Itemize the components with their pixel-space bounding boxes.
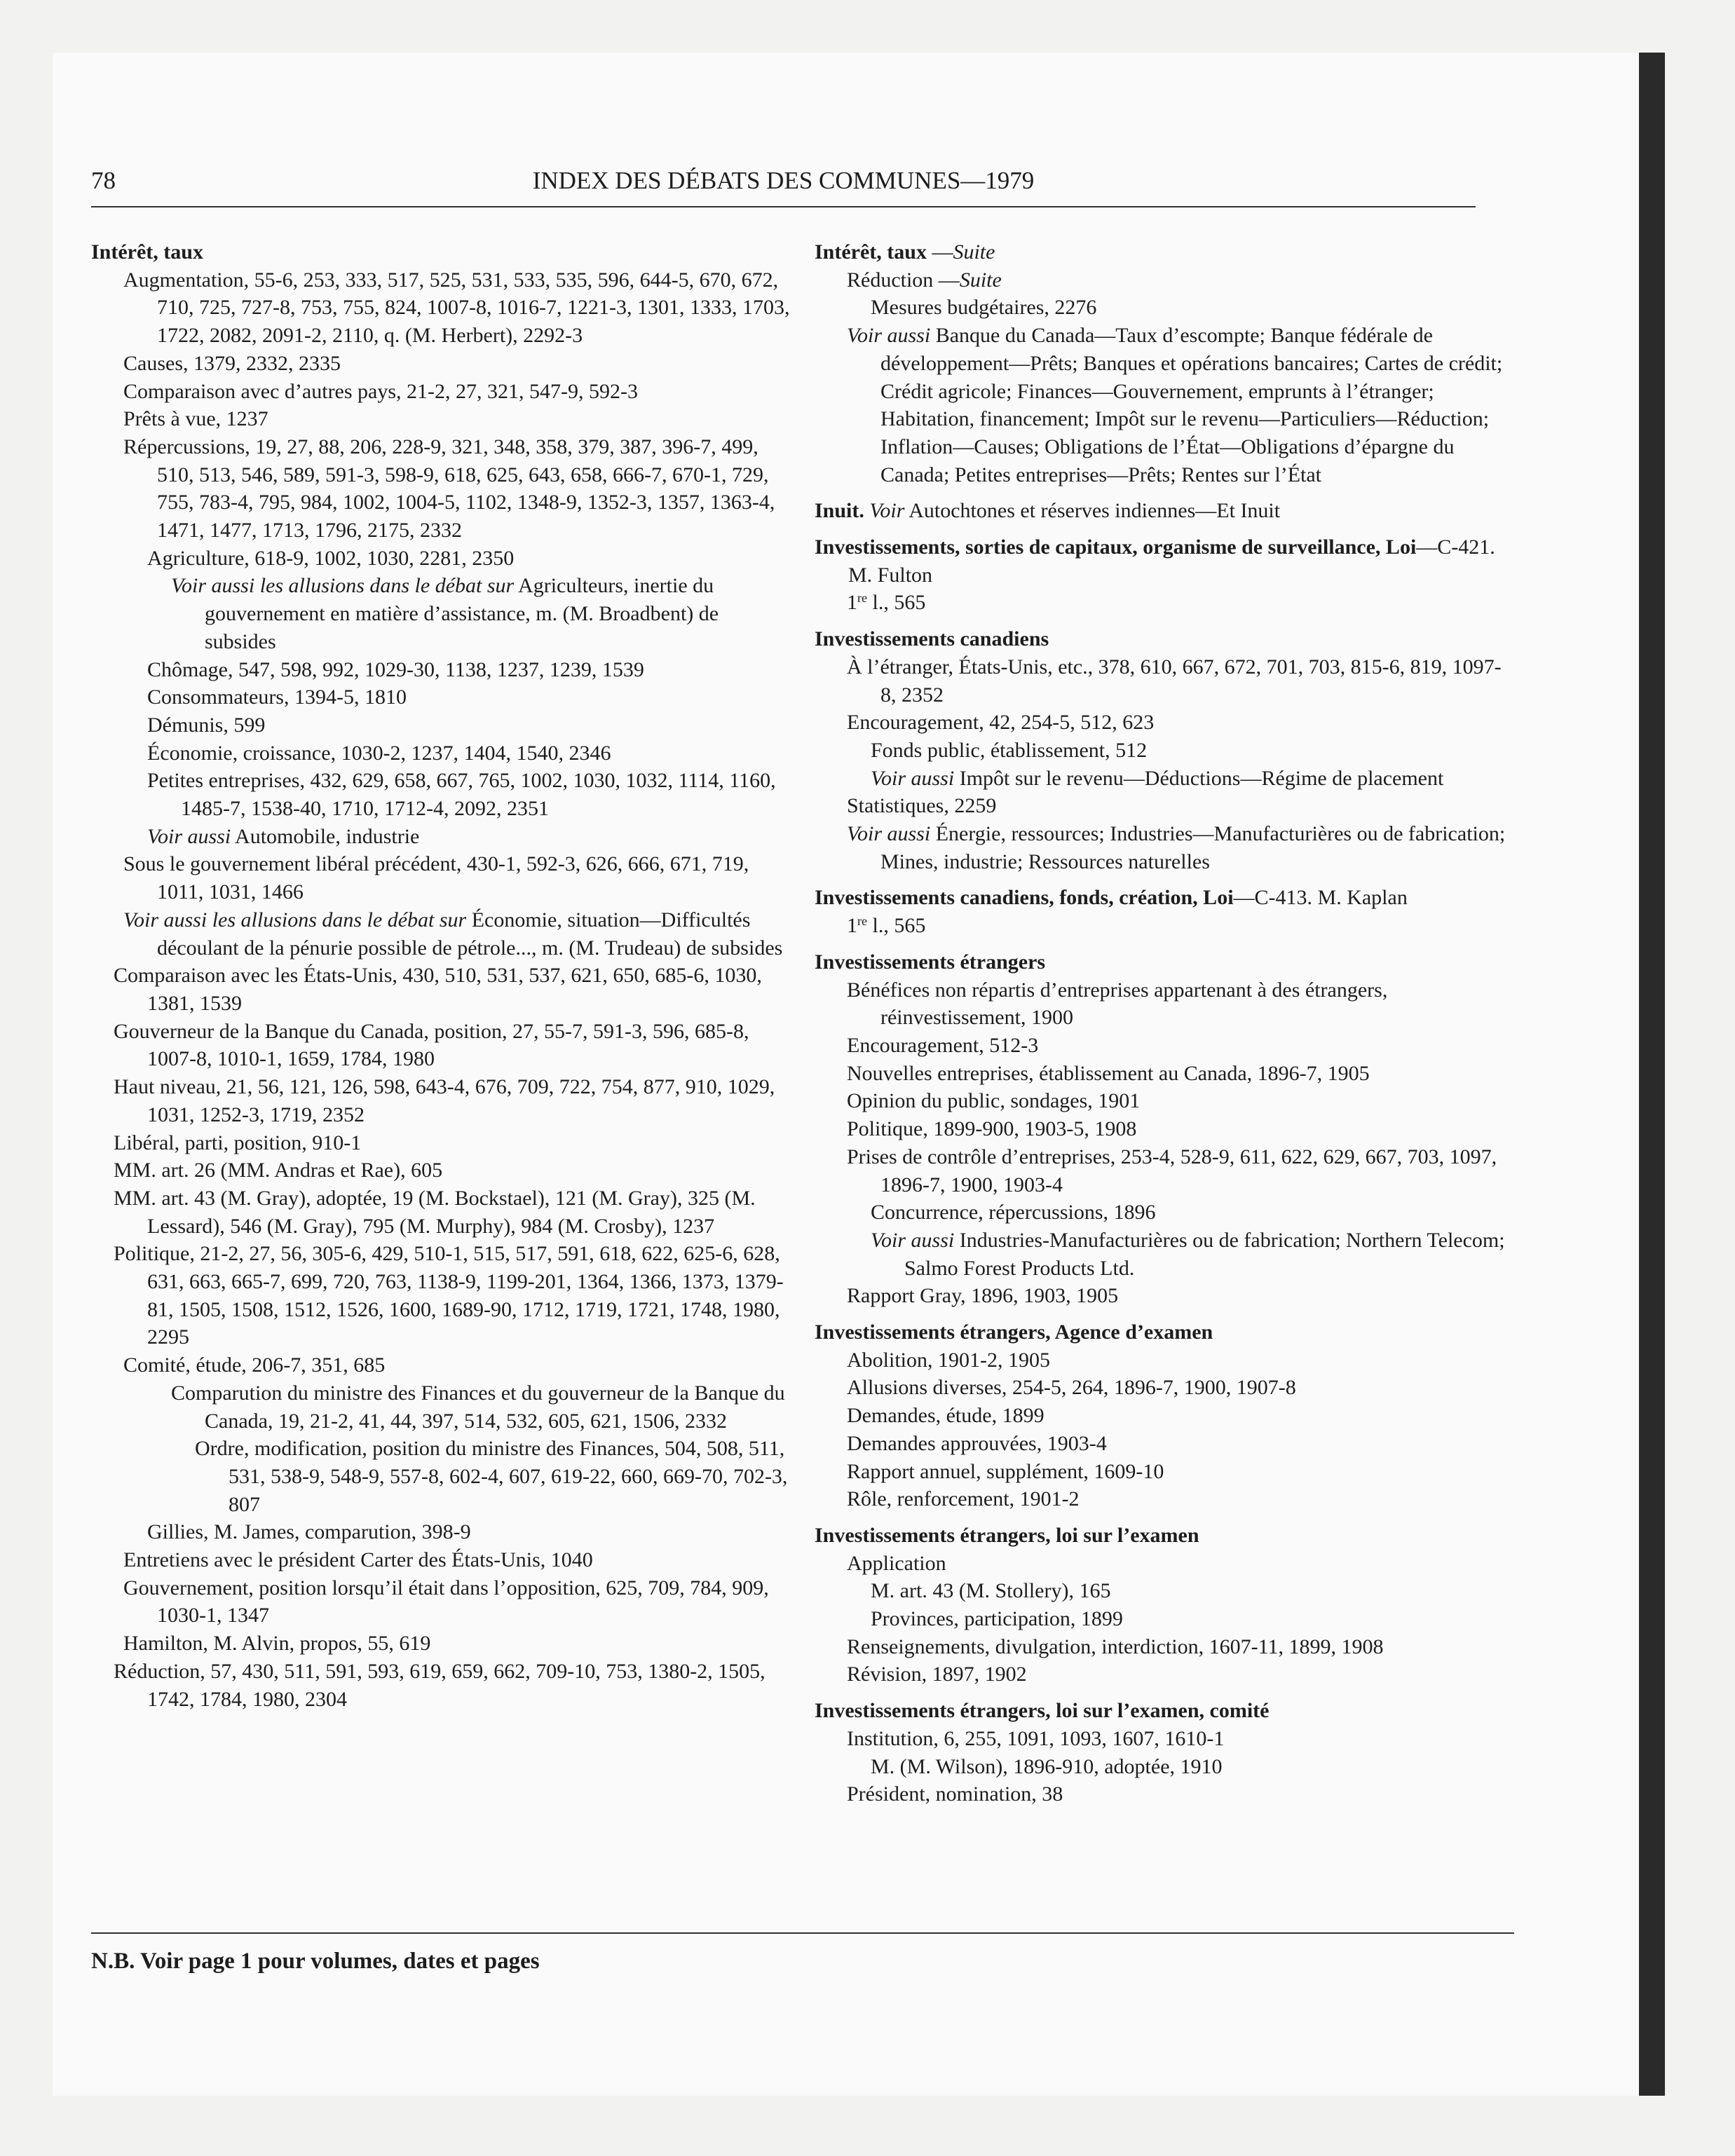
index-entry: Petites entreprises, 432, 629, 658, 667, 765, 1002, 1030, 1032, 1114, 1160, 1485-7, 1538-40, 1710, 1712-4, 2092, 2351 xyxy=(147,769,776,821)
index-entry: Sous le gouvernement libéral précédent, 430-1, 592-3, 626, 666, 671, 719, 1011, 1031, 1466 xyxy=(123,852,749,904)
index-entry: M. (M. Wilson), 1896-910, adoptée, 1910 xyxy=(871,1754,1223,1778)
index-entry: À l’étranger, États-Unis, etc., 378, 610, 667, 672, 701, 703, 815-6, 819, 1097-8, 2352 xyxy=(847,655,1502,707)
index-entry: MM. art. 43 (M. Gray), adoptée, 19 (M. Bockstael), 121 (M. Gray), 325 (M. Lessard), 546 (M. Gray), 795 (M. Murphy), 984 (M. Crosby), 1237 xyxy=(114,1186,756,1238)
cross-reference xyxy=(91,823,792,851)
index-heading: Investissements étrangers xyxy=(815,950,1046,974)
index-entry: Président, nomination, 38 xyxy=(847,1782,1063,1806)
index-entry: Encouragement, 512-3 xyxy=(847,1033,1039,1057)
index-entry: Économie, croissance, 1030-2, 1237, 1404, 1540, 2346 xyxy=(147,741,611,765)
index-entry: Ordre, modification, position du ministre des Finances, 504, 508, 511, 531, 538-9, 548-9, 557-8, 602-4, 607, 619-22, 660, 669-70, 702-3, 807 xyxy=(195,1437,788,1516)
cross-reference-text: Banque du Canada—Taux d’escompte; Banque fédérale de développement—Prêts; Banques et opérations bancaires; Cartes de crédit; Crédit agricole; Finances—Gouvernement, emprunts à l’étranger; Habitation, financement; Impôt sur le revenu—Particuliers—Réduction; Inflation—Causes; Obligations de l’État—Obligations d’épargne du Canada; Petites entreprises—Prêts; Rentes sur l’État xyxy=(880,324,1503,486)
index-entry: Comparution du ministre des Finances et du gouverneur de la Banque du Canada, 19, 21-2, 41, 44, 397, 514, 532, 605, 621, 1506, 2332 xyxy=(171,1381,785,1433)
index-heading: Investissements étrangers, loi sur l’examen, comité xyxy=(815,1699,1270,1723)
see-also-label: Voir aussi xyxy=(871,766,955,790)
see-also-label: Voir aussi xyxy=(871,1228,955,1252)
cross-reference xyxy=(815,322,1509,489)
cross-reference-text: Énergie, ressources; Industries—Manufacturières ou de fabrication; Mines, industrie; Ressources naturelles xyxy=(880,822,1506,873)
binding-edge xyxy=(1639,53,1665,2096)
index-entry: Application xyxy=(847,1551,946,1575)
index-entry: Politique, 1899-900, 1903-5, 1908 xyxy=(847,1117,1137,1141)
index-entry: Opinion du public, sondages, 1901 xyxy=(847,1089,1141,1113)
see-also-label: Voir aussi les allusions dans le débat sur xyxy=(123,908,467,932)
cross-reference-text: Agriculteurs, inertie du gouvernement en matière d’assistance, m. (M. Broadbent) de subsides xyxy=(205,574,719,653)
index-entry: Agriculture, 618-9, 1002, 1030, 2281, 2350 xyxy=(147,546,515,570)
index-column-left xyxy=(91,238,792,1713)
cross-reference-text: Industries-Manufacturières ou de fabrication; Northern Telecom; Salmo Forest Products Ltd. xyxy=(904,1228,1505,1280)
index-entry: Démunis, 599 xyxy=(147,713,266,737)
cross-reference xyxy=(91,906,792,962)
cross-reference xyxy=(815,1227,1509,1282)
index-entry: Comparaison avec d’autres pays, 21-2, 27, 321, 547-9, 592-3 xyxy=(123,379,639,403)
cross-reference-text: Impôt sur le revenu—Déductions—Régime de placement xyxy=(954,766,1444,790)
index-heading: Inuit. Voir Autochtones et réserves indiennes—Et Inuit xyxy=(815,499,1281,523)
index-entry: MM. art. 26 (MM. Andras et Rae), 605 xyxy=(114,1159,443,1182)
index-heading: Intérêt, taux —Suite xyxy=(815,240,995,264)
index-entry: Rapport Gray, 1896, 1903, 1905 xyxy=(847,1284,1119,1308)
see-also-label: Voir aussi xyxy=(147,824,231,848)
index-entry: Prises de contrôle d’entreprises, 253-4, 528-9, 611, 622, 629, 667, 703, 1097, 1896-7, 1900, 1903-4 xyxy=(847,1145,1497,1196)
index-entry: Concurrence, répercussions, 1896 xyxy=(871,1201,1156,1224)
see-also-label: Voir aussi xyxy=(847,324,931,348)
cross-reference xyxy=(91,572,792,655)
index-heading: Investissements canadiens xyxy=(815,627,1049,651)
index-entry: Mesures budgétaires, 2276 xyxy=(871,296,1097,320)
index-entry: Politique, 21-2, 27, 56, 305-6, 429, 510-1, 515, 517, 591, 618, 622, 625-6, 628, 631, 663, 665-7, 699, 720, 763, 1138-9, 1199-201, 1364, 1366, 1373, 1379-81, 1505, 1508, 1512, 1526, 1600, 1689-90, 1712, 1719, 1721, 1748, 1980, 2295 xyxy=(114,1242,784,1349)
index-entry: Comité, étude, 206-7, 351, 685 xyxy=(123,1353,386,1377)
index-entry: Demandes approuvées, 1903-4 xyxy=(847,1431,1107,1455)
index-entry: Statistiques, 2259 xyxy=(847,794,997,818)
index-entry: Entretiens avec le président Carter des États-Unis, 1040 xyxy=(123,1548,593,1572)
page-header xyxy=(91,167,1476,207)
index-entry: Révision, 1897, 1902 xyxy=(847,1663,1027,1686)
index-entry: Allusions diverses, 254-5, 264, 1896-7, 1900, 1907-8 xyxy=(847,1376,1296,1400)
index-entry: 1re l., 565 xyxy=(847,591,926,615)
index-entry: Gouvernement, position lorsqu’il était dans l’opposition, 625, 709, 784, 909, 1030-1, 1347 xyxy=(123,1576,769,1628)
index-entry: Répercussions, 19, 27, 88, 206, 228-9, 321, 348, 358, 379, 387, 396-7, 499, 510, 513, 546, 589, 591-3, 598-9, 618, 625, 643, 658, 666-7, 670-1, 729, 755, 783-4, 795, 984, 1002, 1004-5, 1102, 1348-9, 1352-3, 1357, 1363-4, 1471, 1477, 1713, 1796, 2175, 2332 xyxy=(123,435,775,543)
index-entry: Provinces, participation, 1899 xyxy=(871,1607,1123,1631)
index-entry: Encouragement, 42, 254-5, 512, 623 xyxy=(847,711,1155,735)
index-entry: Rôle, renforcement, 1901-2 xyxy=(847,1487,1080,1511)
index-entry: Bénéfices non répartis d’entreprises appartenant à des étrangers, réinvestissement, 1900 xyxy=(847,978,1388,1030)
index-entry: Consommateurs, 1394-5, 1810 xyxy=(147,685,407,709)
index-entry: Hamilton, M. Alvin, propos, 55, 619 xyxy=(123,1632,431,1656)
index-entry: Augmentation, 55-6, 253, 333, 517, 525, 531, 533, 535, 596, 644-5, 670, 672, 710, 725, 727-8, 753, 755, 824, 1007-8, 1016-7, 1221-3, 1301, 1333, 1703, 1722, 2082, 2091-2, 2110, q. (M. Herbert), 2292-3 xyxy=(123,268,790,348)
cross-reference xyxy=(815,820,1509,875)
index-column-right xyxy=(815,238,1509,1808)
cross-reference xyxy=(815,765,1509,793)
index-entry: Libéral, parti, position, 910-1 xyxy=(114,1131,362,1154)
index-entry: Réduction, 57, 430, 511, 591, 593, 619, 659, 662, 709-10, 753, 1380-2, 1505, 1742, 1784, 1980, 2304 xyxy=(114,1659,766,1711)
index-entry: Nouvelles entreprises, établissement au Canada, 1896-7, 1905 xyxy=(847,1061,1370,1085)
see-also-label: Voir aussi xyxy=(847,822,931,846)
index-heading: Intérêt, taux xyxy=(91,240,203,264)
index-entry: Chômage, 547, 598, 992, 1029-30, 1138, 1237, 1239, 1539 xyxy=(147,657,644,681)
cross-reference-text: Économie, situation—Difficultés découlant de la pénurie possible de pétrole..., m. (M. Trudeau) de subsides xyxy=(157,908,783,960)
index-entry: Rapport annuel, supplément, 1609-10 xyxy=(847,1459,1164,1483)
index-entry: M. art. 43 (M. Stollery), 165 xyxy=(871,1579,1111,1603)
index-entry: Abolition, 1901-2, 1905 xyxy=(847,1348,1050,1372)
see-also-label: Voir aussi les allusions dans le débat sur xyxy=(171,574,515,598)
index-entry: Gillies, M. James, comparution, 398-9 xyxy=(147,1520,471,1544)
index-heading: Investissements étrangers, loi sur l’examen xyxy=(815,1523,1199,1547)
index-entry: Réduction —Suite xyxy=(847,268,1002,292)
index-entry: Renseignements, divulgation, interdiction, 1607-11, 1899, 1908 xyxy=(847,1635,1384,1658)
index-entry: Prêts à vue, 1237 xyxy=(123,407,268,431)
index-entry: Fonds public, établissement, 512 xyxy=(871,738,1148,762)
footer-note: N.B. Voir page 1 pour volumes, dates et pages xyxy=(91,1949,540,1974)
index-entry: Demandes, étude, 1899 xyxy=(847,1404,1045,1428)
index-entry: Comparaison avec les États-Unis, 430, 510, 531, 537, 621, 650, 685-6, 1030, 1381, 1539 xyxy=(114,964,762,1015)
index-entry: Gouverneur de la Banque du Canada, position, 27, 55-7, 591-3, 596, 685-8, 1007-8, 1010-1, 1659, 1784, 1980 xyxy=(114,1019,749,1071)
cross-reference-text: Automobile, industrie xyxy=(231,824,420,848)
page-number: 78 xyxy=(91,167,116,194)
index-entry: 1re l., 565 xyxy=(847,914,926,938)
index-entry: Causes, 1379, 2332, 2335 xyxy=(123,351,341,375)
index-heading: Investissements, sorties de capitaux, organisme de surveillance, Loi—C-421. M. Fulton xyxy=(815,535,1495,587)
index-entry: Institution, 6, 255, 1091, 1093, 1607, 1610-1 xyxy=(847,1726,1225,1750)
index-heading: Investissements canadiens, fonds, création, Loi—C-413. M. Kaplan xyxy=(815,886,1408,910)
index-heading: Investissements étrangers, Agence d’examen xyxy=(815,1321,1213,1344)
footer-divider xyxy=(91,1932,1514,1934)
index-entry: Haut niveau, 21, 56, 121, 126, 598, 643-4, 676, 709, 722, 754, 877, 910, 1029, 1031, 1252-3, 1719, 2352 xyxy=(114,1075,775,1126)
running-title: INDEX DES DÉBATS DES COMMUNES—1979 xyxy=(532,167,1035,194)
